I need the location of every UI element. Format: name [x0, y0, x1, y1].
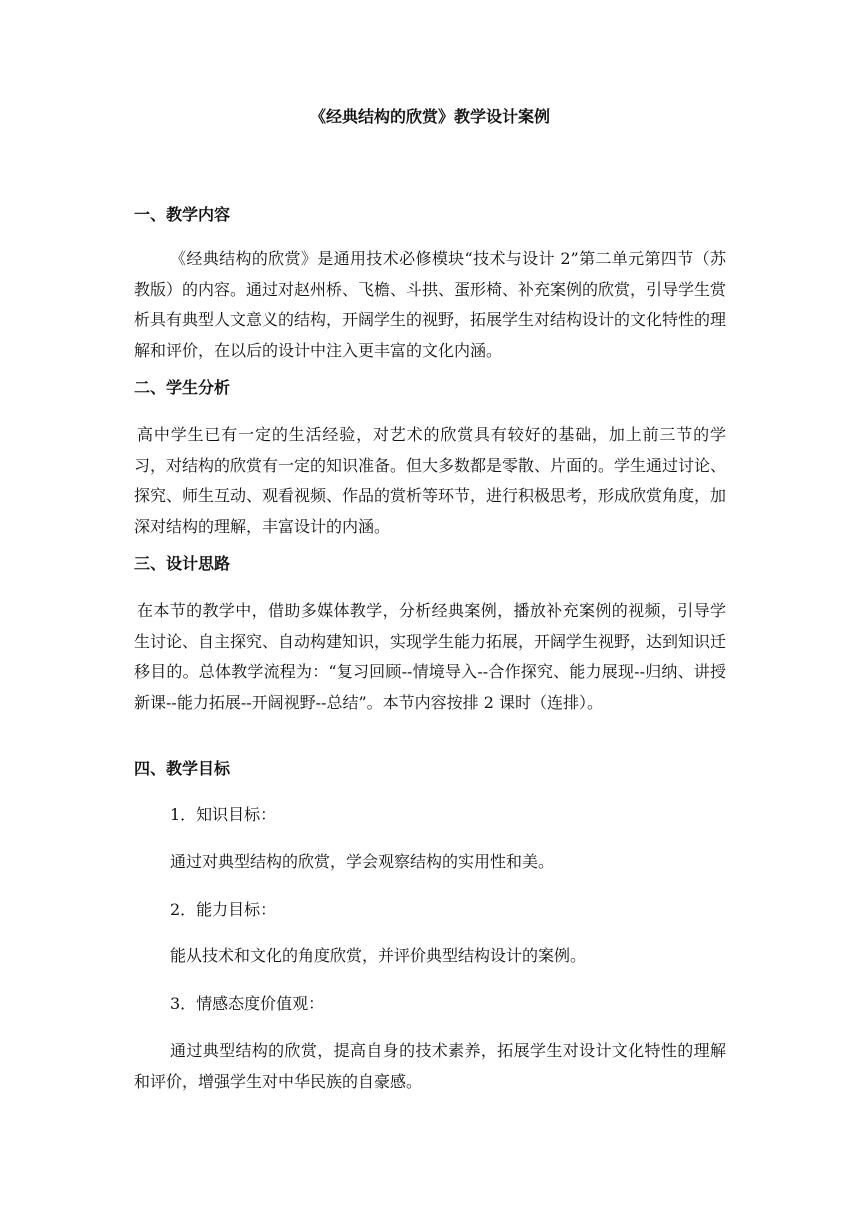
section-paragraph-teaching-content: 《经典结构的欣赏》是通用技术必修模块“技术与设计 2”第二单元第四节（苏教版）的内容。通过对赵州桥、飞檐、斗拱、蛋形椅、补充案例的欣赏，引导学生赏析具有典型人文意义的结构，开阔学生的视野，拓展学生对结构设计的文化特性的理解和评价，在以后的设计中注入更丰富的文化内涵。: [134, 249, 727, 360]
section-heading-student-analysis: 二、学生分析: [134, 378, 231, 397]
goal-label-knowledge: 1．知识目标：: [170, 805, 277, 824]
goal-text-knowledge: 通过对典型结构的欣赏，学会观察结构的实用性和美。: [170, 852, 555, 871]
document-title: 《经典结构的欣赏》教学设计案例: [309, 107, 550, 126]
goal-label-ability: 2．能力目标：: [170, 900, 277, 919]
goal-label-attitude: 3．情感态度价值观：: [170, 994, 325, 1013]
section-paragraph-design-idea: 在本节的教学中，借助多媒体教学，分析经典案例，播放补充案例的视频，引导学生讨论、自主探究、自动构建知识，实现学生能力拓展，开阔学生视野，达到知识迁移目的。总体教学流程为：“复习回顾--情境导入--合作探究、能力展现--归纳、讲授新课--能力拓展--开阔视野--总结”。本节内容按排 2 课时（连排）。: [134, 601, 727, 712]
section-heading-design-idea: 三、设计思路: [134, 554, 231, 573]
section-heading-teaching-goals: 四、教学目标: [134, 759, 231, 778]
goal-text-attitude: 通过典型结构的欣赏，提高自身的技术素养，拓展学生对设计文化特性的理解和评价，增强学生对中华民族的自豪感。: [134, 1041, 726, 1091]
goal-text-ability: 能从技术和文化的角度欣赏，并评价典型结构设计的案例。: [170, 946, 587, 965]
section-heading-teaching-content: 一、教学内容: [134, 205, 231, 224]
section-paragraph-student-analysis: 高中学生已有一定的生活经验，对艺术的欣赏具有较好的基础，加上前三节的学习，对结构的欣赏有一定的知识准备。但大多数都是零散、片面的。学生通过讨论、探究、师生互动、观看视频、作品的赏析等环节，进行积极思考，形成欣赏角度，加深对结构的理解，丰富设计的内涵。: [134, 425, 727, 536]
